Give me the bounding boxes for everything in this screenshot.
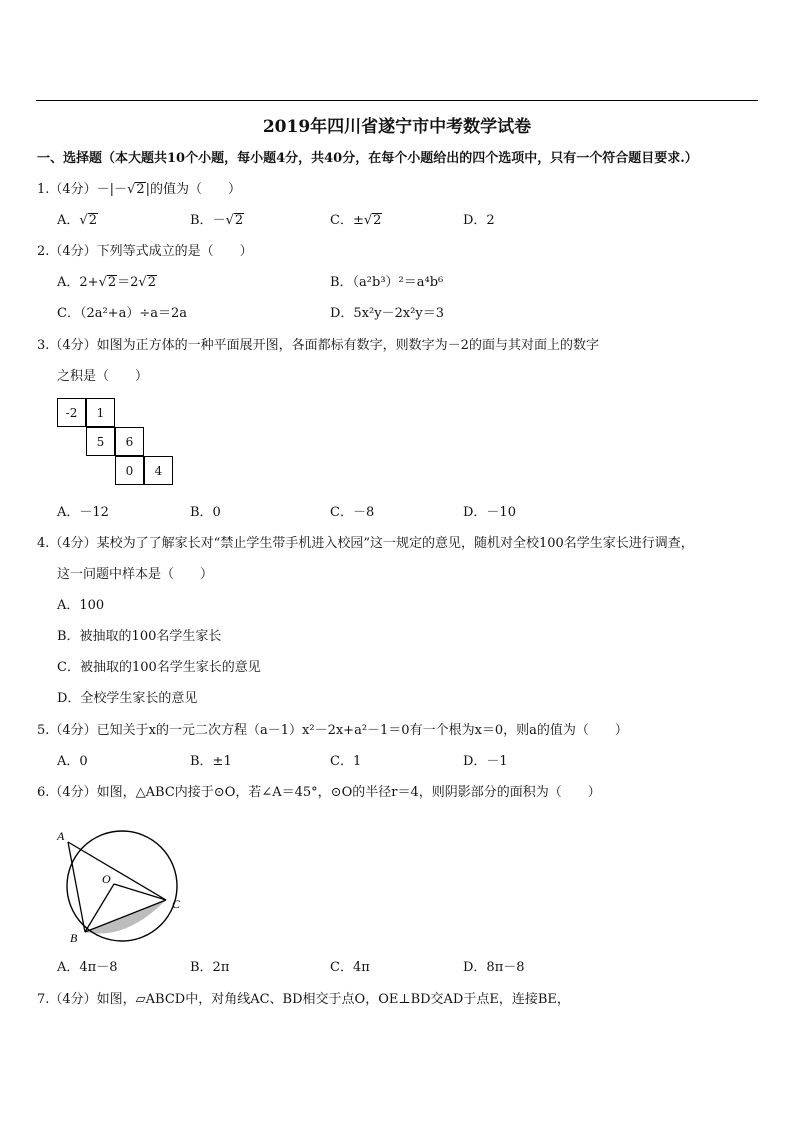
q1-stem: 1.（4分）－|－√2|的值为（ ）: [37, 182, 242, 197]
label-c: C: [172, 897, 181, 911]
q2-option-b[interactable]: B．（a²b³）²＝a⁴b⁶: [330, 275, 444, 290]
q4-stem-line1: 4.（4分）某校为了了解家长对“禁止学生带手机进入校园”这一规定的意见，随机对全校100名学生家长进行调查，: [37, 536, 694, 551]
section-heading: 一、选择题（本大题共10个小题，每小题4分，共40分，在每个小题给出的四个选项中，只有一个符合题目要求.）: [37, 151, 698, 166]
q3-option-d[interactable]: D．－10: [463, 505, 516, 520]
q2-option-a[interactable]: A．2+√2＝2√2: [57, 275, 156, 290]
net-cell: -2: [57, 398, 86, 427]
q1-option-b[interactable]: B．－√2: [190, 213, 244, 228]
q1-option-c[interactable]: C．±√2: [330, 213, 382, 228]
q4-stem-line2: 这一问题中样本是（ ）: [57, 567, 214, 582]
net-cell: 0: [115, 456, 144, 485]
q4-option-d[interactable]: D．全校学生家长的意见: [57, 691, 198, 706]
q5-option-a[interactable]: A．0: [57, 754, 88, 769]
segment-ac: [68, 842, 166, 900]
q1-option-d[interactable]: D．2: [463, 213, 495, 228]
q3-option-b[interactable]: B．0: [190, 505, 221, 520]
net-cell: 5: [86, 427, 115, 456]
q5-option-c[interactable]: C．1: [330, 754, 362, 769]
q4-option-a[interactable]: A．100: [57, 598, 105, 613]
q5-option-d[interactable]: D．－1: [463, 754, 508, 769]
label-o: O: [102, 872, 111, 886]
q2-option-c[interactable]: C．（2a²+a）÷a＝2a: [57, 306, 187, 321]
q5-stem: 5.（4分）已知关于x的一元二次方程（a－1）x²－2x+a²－1＝0有一个根为x＝0，则a的值为（ ）: [37, 723, 628, 738]
q7-stem: 7.（4分）如图，▱ABCD中，对角线AC、BD相交于点O，OE⊥BD交AD于点E，连接BE，: [37, 992, 570, 1007]
q2-stem: 2.（4分）下列等式成立的是（ ）: [37, 244, 253, 259]
net-cell: 1: [86, 398, 115, 427]
label-a: A: [57, 829, 65, 843]
net-cell: 4: [144, 456, 173, 485]
q3-stem-line2: 之积是（ ）: [57, 369, 149, 384]
q6-option-a[interactable]: A．4π－8: [57, 960, 118, 975]
page-title: 2019年四川省遂宁市中考数学试卷: [262, 117, 532, 137]
top-rule: [36, 100, 758, 101]
q4-option-c[interactable]: C．被抽取的100名学生家长的意见: [57, 660, 261, 675]
q6-option-d[interactable]: D．8π－8: [463, 960, 525, 975]
q3-stem-line1: 3.（4分）如图为正方体的一种平面展开图，各面都标有数字，则数字为－2的面与其对面上的数字: [37, 338, 599, 353]
segment-oc: [114, 884, 166, 900]
circle-triangle-figure: [50, 826, 200, 946]
label-b: B: [70, 931, 78, 945]
q6-option-c[interactable]: C．4π: [330, 960, 370, 975]
q6-option-b[interactable]: B．2π: [190, 960, 230, 975]
q2-option-d[interactable]: D．5x²y－2x²y＝3: [330, 306, 445, 321]
q3-option-a[interactable]: A．－12: [57, 505, 109, 520]
net-cell: 6: [115, 427, 144, 456]
q6-stem: 6.（4分）如图，△ABC内接于⊙O，若∠A＝45°，⊙O的半径r＝4，则阴影部分的面积为（ ）: [37, 785, 601, 800]
q1-option-a[interactable]: A．√2: [57, 213, 97, 228]
q5-option-b[interactable]: B．±1: [190, 754, 232, 769]
q4-option-b[interactable]: B．被抽取的100名学生家长: [57, 629, 222, 644]
q3-option-c[interactable]: C．－8: [330, 505, 375, 520]
